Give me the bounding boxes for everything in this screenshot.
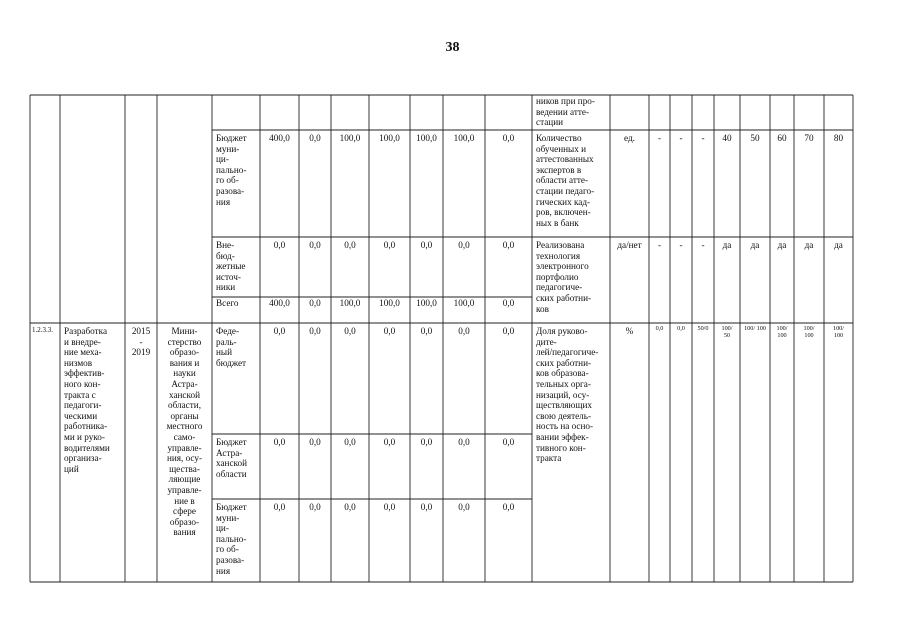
top-value: 100,0 xyxy=(339,298,361,308)
top-value: 100,0 xyxy=(379,133,400,143)
indicator-value: да xyxy=(804,240,814,250)
m1233-value: 0,0 xyxy=(502,326,515,336)
m1233-value: 0,0 xyxy=(309,502,321,512)
indicator-value: 100/ 100 xyxy=(744,325,766,332)
top-value: 0,0 xyxy=(309,240,321,250)
indicator-value: 80 xyxy=(833,133,844,143)
m1233-value: 0,0 xyxy=(273,437,286,447)
top-value: 100,0 xyxy=(416,298,437,308)
top-value: 0,0 xyxy=(344,240,356,250)
top-value: 400,0 xyxy=(269,133,290,143)
m1233-value: 0,0 xyxy=(420,437,433,447)
measure-title: Разработка и внедре- ние меха- низмов эффектив- ного кон- тракта с педагоги- ческими работника- ми и руко- водителями организа- ций xyxy=(64,326,110,474)
top-value: 0,0 xyxy=(502,298,515,308)
m1233-value: 0,0 xyxy=(309,326,321,336)
indicator-unit: % xyxy=(625,326,634,336)
indicator-name: Доля руково- дите- лей/педагогиче- ских работни- ков образова- тельных орга- низаций, осу- ществляющих свою деятель- ность на осно- вании эффек- тивного кон- тракта xyxy=(536,326,599,464)
top-value: 0,0 xyxy=(458,240,470,250)
indicator-name: Количество обученных и аттестованных экспертов в области атте- стации педаго- гических кад- ров, включен- ных в банк xyxy=(536,133,595,228)
m1233-value: 0,0 xyxy=(458,326,470,336)
top-value: 100,0 xyxy=(379,298,400,308)
m1233-value: 0,0 xyxy=(420,326,433,336)
indicator-unit: ед. xyxy=(624,133,635,143)
top-source-label: Вне- бюд- жетные источ- ники xyxy=(216,240,246,293)
indicator-value: да xyxy=(777,240,787,250)
top-value: 0,0 xyxy=(502,240,515,250)
indicator-value: 0,0 xyxy=(655,325,664,332)
top-value: 400,0 xyxy=(269,298,290,308)
indicator-value: 100/ 100 xyxy=(776,325,788,339)
m1233-value: 0,0 xyxy=(502,437,515,447)
indicator-unit: да/нет xyxy=(617,240,642,250)
m1233-source-label: Бюджет Астра- ханской области xyxy=(216,437,248,479)
top-value: 0,0 xyxy=(309,133,321,143)
indicator-value: 50 xyxy=(750,133,760,143)
executor: Мини- стерство образо- вания и науки Астра- ханской области, органы местного само- управле- ния, осу- щества- ляющие управле- ние в сфере образо- вания xyxy=(166,326,203,538)
row-number: 1.2.3.3. xyxy=(32,327,53,334)
m1233-value: 0,0 xyxy=(383,437,396,447)
top-value: 100,0 xyxy=(339,133,361,143)
indicator-value: 0,0 xyxy=(677,325,685,332)
m1233-value: 0,0 xyxy=(383,502,396,512)
m1233-value: 0,0 xyxy=(383,326,396,336)
indicator-value: 40 xyxy=(722,133,732,143)
indicator-value: да xyxy=(834,240,843,250)
indicator-value: 70 xyxy=(804,133,814,143)
top-source-label: Бюджет муни- ци- пально- го об- разова- ния xyxy=(216,133,247,207)
top-value: 0,0 xyxy=(273,240,286,250)
top-value: 100,0 xyxy=(453,133,475,143)
indicator-value: 100/ 50 xyxy=(721,325,733,339)
m1233-value: 0,0 xyxy=(344,326,356,336)
indicator-value: - xyxy=(657,133,662,143)
indicator-value: 50/0 xyxy=(697,325,709,332)
indicator-value: - xyxy=(657,240,662,250)
m1233-value: 0,0 xyxy=(344,502,356,512)
indicator-continuation: ников при про- ведении атте- стации xyxy=(536,96,595,128)
m1233-source-label: Феде- раль- ный бюджет xyxy=(216,326,247,368)
indicator-value: - xyxy=(701,133,705,143)
m1233-value: 0,0 xyxy=(458,437,470,447)
indicator-value: 60 xyxy=(777,133,787,143)
top-value: 0,0 xyxy=(309,298,321,308)
page-number: 38 xyxy=(445,40,460,55)
m1233-value: 0,0 xyxy=(273,326,286,336)
top-value: 100,0 xyxy=(416,133,437,143)
indicator-value: - xyxy=(679,133,683,143)
indicator-value: да xyxy=(750,240,760,250)
m1233-value: 0,0 xyxy=(502,502,515,512)
m1233-value: 0,0 xyxy=(420,502,433,512)
indicator-value: 100/ 100 xyxy=(832,325,844,339)
m1233-value: 0,0 xyxy=(344,437,356,447)
indicator-value: - xyxy=(679,240,683,250)
indicator-value: - xyxy=(701,240,705,250)
top-value: 100,0 xyxy=(453,298,475,308)
indicator-value: да xyxy=(722,240,732,250)
top-source-label: Всего xyxy=(216,298,239,308)
m1233-source-label: Бюджет муни- ци- пально- го об- разова- ния xyxy=(216,502,247,576)
top-value: 0,0 xyxy=(502,133,515,143)
top-value: 0,0 xyxy=(383,240,396,250)
indicator-name: Реализована технология электронного портфолио педагогиче- ских работни- ков xyxy=(536,240,592,314)
top-value: 0,0 xyxy=(420,240,433,250)
m1233-value: 0,0 xyxy=(309,437,321,447)
m1233-value: 0,0 xyxy=(458,502,470,512)
period: 2015 - 2019 xyxy=(131,326,151,358)
indicator-value: 100/ 100 xyxy=(803,325,815,339)
m1233-value: 0,0 xyxy=(273,502,286,512)
